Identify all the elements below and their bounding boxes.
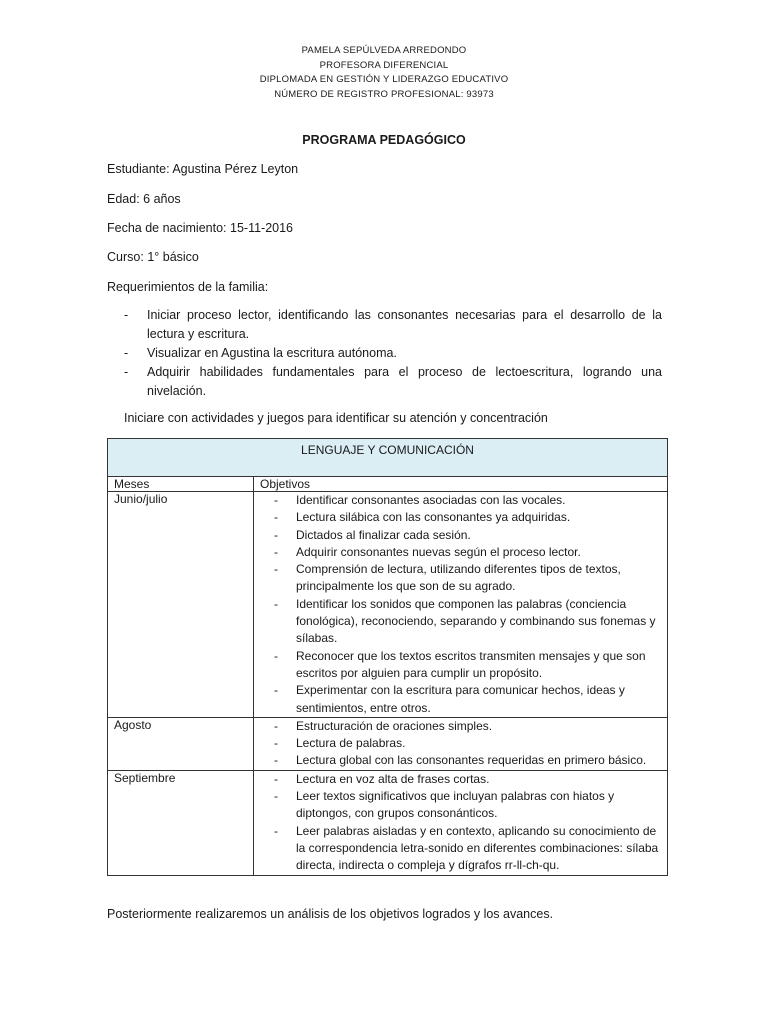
bullet-dash: - bbox=[124, 346, 129, 360]
month-cell: Septiembre bbox=[108, 770, 254, 875]
objectives-cell bbox=[254, 717, 668, 770]
course-value: 1° básico bbox=[147, 250, 199, 264]
month-cell: Agosto bbox=[108, 717, 254, 770]
objective-text: Lectura de palabras. bbox=[296, 736, 406, 751]
age-value: 6 años bbox=[143, 192, 181, 206]
family-requirements-list bbox=[124, 306, 662, 401]
bullet-dash: - bbox=[274, 823, 278, 838]
objectives-list bbox=[260, 718, 661, 770]
document-title: PROGRAMA PEDAGÓGICO bbox=[302, 133, 466, 147]
bullet-dash: - bbox=[274, 789, 278, 804]
list-item bbox=[124, 306, 662, 344]
objective-text: Lectura global con las consonantes requeridas en primero básico. bbox=[296, 753, 647, 768]
list-item bbox=[260, 544, 661, 561]
bullet-dash: - bbox=[274, 527, 278, 542]
list-item bbox=[260, 509, 661, 526]
objective-text: Reconocer que los textos escritos transmiten mensajes y que son escritos por alguien para cumplir un propósito. bbox=[296, 648, 646, 680]
list-item bbox=[260, 561, 661, 596]
objective-text: Lectura en voz alta de frases cortas. bbox=[296, 771, 490, 786]
objective-text: Experimentar con la escritura para comunicar hechos, ideas y sentimientos, entre otros. bbox=[296, 683, 625, 715]
letterhead bbox=[0, 44, 768, 102]
table-row bbox=[108, 492, 668, 718]
objective-text: Identificar consonantes asociadas con las vocales. bbox=[296, 493, 566, 507]
bullet-dash: - bbox=[274, 683, 278, 698]
objectives-cell bbox=[254, 492, 668, 718]
list-item bbox=[260, 648, 661, 683]
bullet-dash: - bbox=[274, 648, 278, 663]
objective-text: Dictados al finalizar cada sesión. bbox=[296, 527, 471, 542]
course-field bbox=[107, 250, 199, 264]
bullet-dash: - bbox=[124, 308, 129, 322]
objectives-list bbox=[260, 771, 661, 875]
requirement-text: Adquirir habilidades fundamentales para el proceso de lectoescritura, logrando una nivelación. bbox=[147, 365, 662, 398]
bullet-dash: - bbox=[274, 771, 278, 786]
bullet-dash: - bbox=[274, 753, 278, 768]
bullet-dash: - bbox=[274, 562, 278, 577]
objectives-table bbox=[107, 438, 668, 876]
table-title: LENGUAJE Y COMUNICACIÓN bbox=[108, 439, 668, 477]
intro-text: Iniciare con actividades y juegos para identificar su atención y concentración bbox=[124, 411, 548, 425]
list-item bbox=[260, 823, 661, 875]
closing-text: Posteriormente realizaremos un análisis de los objetivos logrados y los avances. bbox=[107, 907, 554, 921]
list-item bbox=[260, 718, 661, 735]
list-item bbox=[260, 682, 661, 717]
objective-text: Leer textos significativos que incluyan palabras con hiatos y diptongos, con grupos consonánticos. bbox=[296, 789, 615, 821]
list-item bbox=[260, 596, 661, 648]
bullet-dash: - bbox=[274, 596, 278, 611]
bullet-dash: - bbox=[274, 510, 278, 525]
requirement-text: Visualizar en Agustina la escritura autónoma. bbox=[147, 346, 397, 360]
teacher-diploma: DIPLOMADA EN GESTIÓN Y LIDERAZGO EDUCATIVO bbox=[259, 74, 509, 85]
bullet-dash: - bbox=[274, 493, 278, 507]
month-cell: Junio/julio bbox=[108, 492, 254, 718]
objective-text: Leer palabras aisladas y en contexto, aplicando su conocimiento de la correspondencia letra-sonido en diferentes combinaciones: sílaba directa, indirecta o compleja y dígrafos rr-ll-ch-qu. bbox=[296, 823, 659, 873]
table-row bbox=[108, 770, 668, 875]
birthdate-value: 15-11-2016 bbox=[230, 221, 294, 235]
teacher-name: PAMELA SEPÚLVEDA ARREDONDO bbox=[301, 45, 467, 56]
list-item bbox=[124, 363, 662, 401]
objective-text: Lectura silábica con las consonantes ya adquiridas. bbox=[296, 510, 571, 525]
list-item bbox=[260, 752, 661, 769]
list-item bbox=[260, 788, 661, 823]
objective-text: Estructuración de oraciones simples. bbox=[296, 718, 493, 733]
bullet-dash: - bbox=[274, 718, 278, 733]
age-field bbox=[107, 192, 181, 206]
birthdate-label: Fecha de nacimiento: bbox=[107, 221, 227, 235]
family-requirements-label: Requerimientos de la familia: bbox=[107, 280, 269, 294]
list-item bbox=[260, 492, 661, 509]
list-item bbox=[260, 735, 661, 752]
student-value: Agustina Pérez Leyton bbox=[172, 162, 299, 176]
requirement-text: Iniciar proceso lector, identificando las consonantes necesarias para el desarrollo de la lectura y escritura. bbox=[147, 308, 662, 341]
birthdate-field bbox=[107, 221, 293, 235]
objectives-cell bbox=[254, 770, 668, 875]
table-row bbox=[108, 717, 668, 770]
bullet-dash: - bbox=[124, 365, 129, 379]
objective-text: Identificar los sonidos que componen las palabras (conciencia fonológica), reconociendo, separando y combinando sus fonemas y sílabas. bbox=[296, 596, 656, 646]
course-label: Curso: bbox=[107, 250, 144, 264]
student-label: Estudiante: bbox=[107, 162, 170, 176]
objectives-list bbox=[260, 492, 661, 717]
age-label: Edad: bbox=[107, 192, 140, 206]
column-header-months: Meses bbox=[108, 477, 254, 492]
teacher-role: PROFESORA DIFERENCIAL bbox=[319, 59, 449, 71]
list-item bbox=[260, 527, 661, 544]
list-item bbox=[260, 771, 661, 788]
bullet-dash: - bbox=[274, 544, 278, 559]
teacher-registry: NÚMERO DE REGISTRO PROFESIONAL: 93973 bbox=[274, 88, 494, 100]
student-field bbox=[107, 162, 298, 176]
column-header-objectives: Objetivos bbox=[254, 477, 668, 492]
bullet-dash: - bbox=[274, 736, 278, 751]
objective-text: Comprensión de lectura, utilizando diferentes tipos de textos, principalmente los que son de su agrado. bbox=[296, 562, 621, 594]
objective-text: Adquirir consonantes nuevas según el proceso lector. bbox=[296, 544, 581, 559]
list-item bbox=[124, 344, 662, 363]
